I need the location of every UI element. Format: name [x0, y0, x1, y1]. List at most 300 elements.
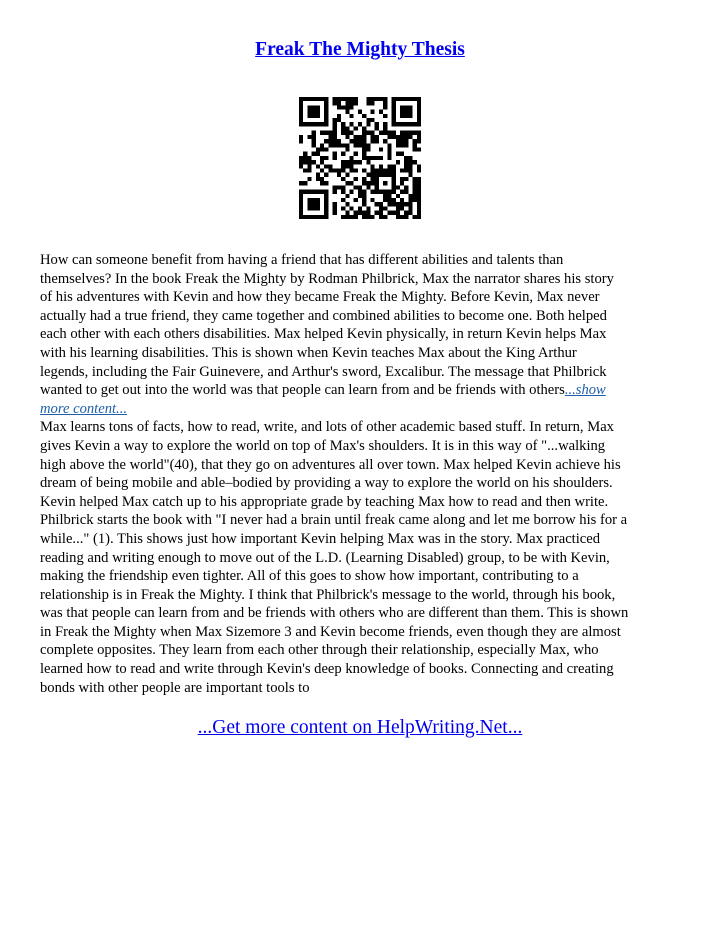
qr-module: [307, 122, 311, 126]
qr-module: [413, 198, 417, 202]
qr-module: [413, 190, 417, 194]
qr-module: [328, 131, 332, 135]
qr-module: [299, 202, 303, 206]
qr-module: [400, 152, 404, 156]
qr-module: [354, 177, 358, 181]
qr-module: [413, 147, 417, 151]
qr-module: [387, 152, 391, 156]
qr-module: [366, 131, 370, 135]
qr-module: [404, 164, 408, 168]
qr-module: [316, 97, 320, 101]
qr-module: [307, 198, 311, 202]
qr-module: [303, 215, 307, 219]
qr-module: [307, 177, 311, 181]
qr-module: [375, 181, 379, 185]
qr-module: [320, 177, 324, 181]
get-more-content-link[interactable]: ...Get more content on HelpWriting.Net...: [197, 717, 523, 738]
qr-module: [337, 101, 341, 105]
qr-module: [354, 211, 358, 215]
qr-module: [404, 169, 408, 173]
qr-module: [400, 105, 404, 109]
essay-line-text: wanted to get out into the world was that people can learn from and be friends with others: [40, 382, 565, 399]
qr-module: [324, 206, 328, 210]
qr-module: [341, 122, 345, 126]
qr-module: [379, 206, 383, 210]
qr-module: [413, 160, 417, 164]
qr-module: [337, 139, 341, 143]
qr-module: [303, 160, 307, 164]
qr-module: [396, 122, 400, 126]
qr-module: [392, 198, 396, 202]
qr-module: [379, 110, 383, 114]
qr-module: [387, 147, 391, 151]
qr-module: [392, 185, 396, 189]
qr-module: [299, 206, 303, 210]
qr-module: [396, 160, 400, 164]
qr-module: [324, 156, 328, 160]
qr-module: [383, 181, 387, 185]
qr-module: [328, 139, 332, 143]
essay-body: [40, 251, 692, 697]
qr-module: [362, 152, 366, 156]
qr-module: [366, 156, 370, 160]
qr-module: [417, 105, 421, 109]
qr-module: [358, 135, 362, 139]
qr-module: [362, 126, 366, 130]
essay-line: complete opposites. They learn from each other through their relationship, especially Max, who: [40, 642, 599, 659]
qr-module: [408, 110, 412, 114]
qr-module: [337, 105, 341, 109]
essay-line: bonds with other people are important tools to: [40, 679, 310, 696]
qr-module: [307, 169, 311, 173]
qr-module: [345, 211, 349, 215]
qr-module: [375, 156, 379, 160]
qr-module: [375, 169, 379, 173]
qr-module: [299, 114, 303, 118]
qr-module: [366, 185, 370, 189]
qr-module: [307, 164, 311, 168]
qr-module: [408, 97, 412, 101]
qr-module: [387, 156, 391, 160]
qr-module: [417, 211, 421, 215]
qr-module: [345, 147, 349, 151]
qr-module: [387, 131, 391, 135]
qr-module: [417, 97, 421, 101]
qr-module: [354, 185, 358, 189]
qr-module: [362, 215, 366, 219]
qr-module: [417, 169, 421, 173]
qr-module: [371, 101, 375, 105]
qr-module: [299, 160, 303, 164]
qr-module: [404, 105, 408, 109]
qr-module: [375, 190, 379, 194]
qr-module: [404, 143, 408, 147]
qr-module: [417, 135, 421, 139]
qr-module: [337, 185, 341, 189]
qr-module: [345, 97, 349, 101]
qr-module: [341, 126, 345, 130]
qr-module: [366, 206, 370, 210]
qr-module: [392, 114, 396, 118]
qr-module: [387, 173, 391, 177]
qr-module: [392, 173, 396, 177]
qr-module: [362, 114, 366, 118]
qr-module: [345, 164, 349, 168]
qr-module: [320, 190, 324, 194]
qr-module: [307, 156, 311, 160]
qr-module: [362, 169, 366, 173]
qr-module: [349, 101, 353, 105]
qr-module: [379, 147, 383, 151]
qr-module: [387, 169, 391, 173]
qr-module: [316, 110, 320, 114]
qr-module: [379, 215, 383, 219]
qr-module: [303, 169, 307, 173]
qr-module: [349, 139, 353, 143]
qr-module: [349, 169, 353, 173]
qr-module: [392, 164, 396, 168]
qr-module: [333, 169, 337, 173]
qr-module: [387, 194, 391, 198]
qr-module: [312, 190, 316, 194]
essay-line: high above the world"(40), that they go on adventures all over town. Max helped Kevin achieve his: [40, 456, 621, 473]
qr-module: [387, 202, 391, 206]
qr-module: [307, 97, 311, 101]
qr-module: [345, 135, 349, 139]
qr-module: [387, 211, 391, 215]
qr-module: [358, 110, 362, 114]
qr-module: [299, 215, 303, 219]
qr-module: [400, 202, 404, 206]
qr-module: [333, 139, 337, 143]
qr-module: [362, 190, 366, 194]
qr-module: [358, 211, 362, 215]
qr-module: [312, 114, 316, 118]
qr-module: [312, 152, 316, 156]
qr-module: [408, 114, 412, 118]
qr-module: [312, 105, 316, 109]
qr-module: [383, 206, 387, 210]
qr-module: [366, 101, 370, 105]
qr-module: [371, 190, 375, 194]
qr-module: [299, 135, 303, 139]
qr-module: [400, 135, 404, 139]
qr-module: [408, 135, 412, 139]
essay-line: Max learns tons of facts, how to read, write, and lots of other academic based stuff. In return, Max: [40, 419, 614, 436]
qr-module: [337, 143, 341, 147]
qr-module: [362, 156, 366, 160]
qr-module: [358, 139, 362, 143]
qr-module: [362, 177, 366, 181]
qr-module: [375, 122, 379, 126]
qr-module: [400, 215, 404, 219]
qr-module: [404, 190, 408, 194]
qr-module: [379, 97, 383, 101]
qr-module: [366, 97, 370, 101]
qr-module: [324, 105, 328, 109]
qr-module: [379, 202, 383, 206]
qr-module: [324, 164, 328, 168]
qr-module: [299, 156, 303, 160]
show-more-link-continued[interactable]: more content...: [40, 400, 127, 417]
qr-module: [333, 131, 337, 135]
qr-module: [392, 181, 396, 185]
qr-module: [316, 206, 320, 210]
qr-module: [417, 110, 421, 114]
qr-module: [417, 101, 421, 105]
qr-module: [324, 114, 328, 118]
qr-module: [392, 122, 396, 126]
essay-line: with his learning disabilities. This is shown when Kevin teaches Max about the King Arthur: [40, 344, 577, 361]
qr-module: [358, 122, 362, 126]
qr-module: [333, 97, 337, 101]
footer: [0, 716, 720, 740]
qr-module: [392, 118, 396, 122]
qr-module: [303, 97, 307, 101]
qr-module: [312, 160, 316, 164]
qr-module: [392, 131, 396, 135]
qr-module: [371, 164, 375, 168]
qr-module: [341, 160, 345, 164]
qr-module: [392, 101, 396, 105]
qr-module: [408, 156, 412, 160]
qr-module: [307, 190, 311, 194]
qr-module: [341, 131, 345, 135]
qr-module: [307, 110, 311, 114]
qr-module: [345, 110, 349, 114]
qr-module: [333, 190, 337, 194]
qr-module: [349, 122, 353, 126]
qr-module: [345, 126, 349, 130]
qr-module: [362, 211, 366, 215]
qr-module: [396, 185, 400, 189]
qr-module: [354, 126, 358, 130]
qr-module: [400, 206, 404, 210]
qr-module: [320, 156, 324, 160]
qr-module: [392, 105, 396, 109]
qr-module: [375, 97, 379, 101]
qr-module: [307, 105, 311, 109]
qr-module: [333, 143, 337, 147]
qr-module: [404, 110, 408, 114]
qr-module: [375, 177, 379, 181]
qr-module: [358, 185, 362, 189]
qr-module: [345, 202, 349, 206]
qr-module: [366, 122, 370, 126]
qr-module: [312, 215, 316, 219]
qr-module: [358, 160, 362, 164]
qr-module: [417, 114, 421, 118]
qr-module: [354, 152, 358, 156]
qr-module: [349, 97, 353, 101]
qr-module: [371, 97, 375, 101]
qr-module: [387, 135, 391, 139]
qr-module: [299, 164, 303, 168]
qr-module: [404, 135, 408, 139]
qr-module: [404, 215, 408, 219]
qr-module: [408, 122, 412, 126]
qr-module: [371, 110, 375, 114]
qr-module: [303, 152, 307, 156]
qr-module: [392, 211, 396, 215]
qr-module: [299, 198, 303, 202]
qr-module: [375, 139, 379, 143]
qr-module: [417, 164, 421, 168]
qr-module: [396, 152, 400, 156]
qr-module: [320, 147, 324, 151]
qr-module: [358, 194, 362, 198]
qr-module: [417, 190, 421, 194]
qr-module: [324, 211, 328, 215]
qr-module: [366, 215, 370, 219]
qr-module: [316, 177, 320, 181]
qr-module: [404, 156, 408, 160]
qr-module: [349, 215, 353, 219]
qr-module: [316, 202, 320, 206]
qr-module: [375, 211, 379, 215]
qr-module: [396, 206, 400, 210]
qr-module: [366, 160, 370, 164]
qr-module: [383, 198, 387, 202]
qr-module: [324, 215, 328, 219]
qr-module: [341, 206, 345, 210]
qr-module: [354, 101, 358, 105]
qr-module: [392, 135, 396, 139]
qr-module: [392, 169, 396, 173]
qr-module: [345, 101, 349, 105]
qr-module: [404, 185, 408, 189]
essay-line: Philbrick starts the book with "I never had a brain until freak came along and let me borrow his for a: [40, 512, 628, 529]
qr-module: [404, 97, 408, 101]
qr-module: [349, 160, 353, 164]
qr-module: [312, 198, 316, 202]
qr-module: [392, 202, 396, 206]
qr-module: [413, 181, 417, 185]
qr-module: [379, 169, 383, 173]
qr-module: [383, 114, 387, 118]
qr-module: [400, 169, 404, 173]
qr-module: [316, 173, 320, 177]
qr-module: [333, 206, 337, 210]
essay-line: making the friendship even tighter. All of this goes to show how important, contributing to a: [40, 568, 579, 585]
qr-module: [345, 131, 349, 135]
qr-module: [383, 131, 387, 135]
qr-module: [400, 190, 404, 194]
qr-module: [379, 164, 383, 168]
qr-module: [408, 211, 412, 215]
qr-module: [383, 173, 387, 177]
qr-module: [408, 131, 412, 135]
qr-module: [383, 215, 387, 219]
qr-module: [316, 122, 320, 126]
qr-module: [371, 181, 375, 185]
qr-module: [341, 190, 345, 194]
qr-module: [349, 206, 353, 210]
qr-module: [413, 131, 417, 135]
qr-module: [320, 215, 324, 219]
qr-module: [333, 185, 337, 189]
show-more-link[interactable]: ...show: [564, 382, 606, 399]
qr-module: [408, 169, 412, 173]
qr-module: [362, 139, 366, 143]
qr-module: [341, 164, 345, 168]
title-link[interactable]: Freak The Mighty Thesis: [255, 39, 465, 60]
qr-module: [383, 126, 387, 130]
qr-module: [337, 169, 341, 173]
qr-module: [371, 169, 375, 173]
essay-line: gives Kevin a way to explore the world on top of Max's shoulders. It is in this way of "...walking: [40, 437, 606, 454]
qr-module: [396, 202, 400, 206]
qr-module: [328, 164, 332, 168]
qr-module: [303, 190, 307, 194]
qr-module: [396, 97, 400, 101]
qr-module: [358, 190, 362, 194]
qr-module: [358, 206, 362, 210]
qr-module: [349, 181, 353, 185]
qr-module: [371, 177, 375, 181]
essay-line: [40, 400, 692, 419]
qr-module: [362, 202, 366, 206]
qr-module: [404, 177, 408, 181]
essay-paragraph-2: [40, 418, 692, 697]
qr-module: [299, 118, 303, 122]
qr-module: [333, 118, 337, 122]
qr-module: [375, 185, 379, 189]
qr-module: [337, 97, 341, 101]
qr-module: [383, 97, 387, 101]
qr-module: [387, 164, 391, 168]
qr-module: [408, 164, 412, 168]
qr-module: [345, 215, 349, 219]
qr-module: [312, 202, 316, 206]
qr-module: [366, 173, 370, 177]
qr-module: [303, 122, 307, 126]
qr-module: [404, 160, 408, 164]
qr-module: [354, 169, 358, 173]
qr-module: [324, 173, 328, 177]
qr-module: [366, 143, 370, 147]
qr-module: [362, 135, 366, 139]
qr-module: [345, 194, 349, 198]
qr-module: [316, 198, 320, 202]
qr-module: [328, 169, 332, 173]
qr-module: [312, 131, 316, 135]
qr-module: [324, 110, 328, 114]
qr-module: [362, 198, 366, 202]
qr-module: [341, 152, 345, 156]
qr-module: [303, 181, 307, 185]
qr-module: [371, 215, 375, 219]
qr-module: [404, 114, 408, 118]
qr-module: [371, 118, 375, 122]
qr-module: [324, 198, 328, 202]
qr-module: [333, 152, 337, 156]
qr-module: [320, 131, 324, 135]
qr-module: [299, 101, 303, 105]
qr-module: [354, 198, 358, 202]
qr-module: [413, 177, 417, 181]
qr-module: [413, 185, 417, 189]
qr-module: [345, 105, 349, 109]
qr-module: [362, 147, 366, 151]
qr-module: [320, 122, 324, 126]
qr-module: [417, 194, 421, 198]
qr-module: [404, 202, 408, 206]
qr-module: [333, 122, 337, 126]
qr-module: [320, 160, 324, 164]
qr-module: [358, 143, 362, 147]
qr-module: [400, 139, 404, 143]
